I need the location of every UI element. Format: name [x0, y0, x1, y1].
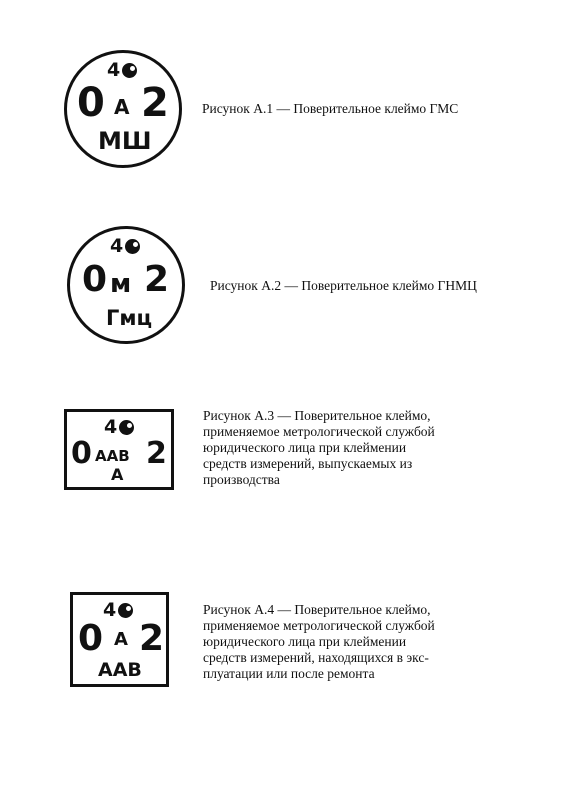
caption-line: юридического лица при клеймении — [203, 440, 407, 455]
caption-line: юридического лица при клеймении — [203, 634, 407, 649]
stamp-top-symbol — [107, 61, 137, 80]
caption-line: плуатации или после ремонта — [203, 666, 375, 681]
stamp-top-digit: 4 — [104, 416, 118, 438]
caption-line: средств измерений, выпускаемых из — [203, 456, 413, 471]
crescent-mark-icon — [122, 63, 137, 78]
stamp-left-digit: 0 — [77, 80, 105, 126]
stamp-right-digit: 2 — [146, 436, 167, 471]
figure-caption — [203, 408, 435, 488]
stamp-right-digit: 2 — [139, 618, 165, 659]
stamp-left-digit: 0 — [71, 436, 92, 471]
crescent-mark-icon — [118, 603, 133, 618]
caption-line: Рисунок А.4 — Поверительное клеймо, — [203, 602, 431, 617]
stamp-bottom-code: ААВ — [98, 659, 142, 681]
stamp-right-digit: 2 — [141, 80, 169, 126]
stamp-middle-letter: м — [110, 269, 132, 299]
stamp-gnmc — [67, 226, 185, 344]
stamp-aav-production — [64, 409, 174, 490]
stamp-left-digit: 0 — [82, 259, 108, 300]
stamp-top-symbol — [104, 418, 134, 437]
crescent-mark-icon — [125, 239, 140, 254]
stamp-bottom-code: Гмц — [106, 306, 153, 330]
stamp-right-digit: 2 — [144, 259, 170, 300]
caption-line: Рисунок А.2 — Поверительное клеймо ГНМЦ — [210, 278, 477, 293]
stamp-top-digit: 4 — [107, 59, 121, 81]
figure-caption — [210, 278, 477, 294]
figure-caption — [203, 602, 435, 682]
stamp-top-digit: 4 — [110, 235, 124, 257]
caption-line: применяемое метрологической службой — [203, 424, 435, 439]
stamp-bottom-code: МШ — [98, 127, 152, 155]
caption-line: средств измерений, находящихся в экс- — [203, 650, 429, 665]
crescent-mark-icon — [119, 420, 134, 435]
caption-line: Рисунок А.3 — Поверительное клеймо, — [203, 408, 431, 423]
caption-line: применяемое метрологической службой — [203, 618, 435, 633]
stamp-top-symbol — [103, 601, 133, 620]
caption-line: Рисунок А.1 — Поверительное клеймо ГМС — [202, 101, 459, 116]
stamp-middle-letter: А — [114, 629, 128, 650]
stamp-bottom-code: А — [111, 465, 124, 484]
stamp-middle-letter: ААВ — [95, 447, 130, 465]
stamp-gms — [64, 50, 182, 168]
stamp-left-digit: 0 — [78, 618, 104, 659]
figure-caption — [202, 101, 458, 117]
caption-line: производства — [203, 472, 280, 487]
stamp-top-symbol — [110, 237, 140, 256]
stamp-top-digit: 4 — [103, 599, 117, 621]
stamp-middle-letter: А — [114, 95, 130, 119]
stamp-aav-repair — [70, 592, 169, 687]
